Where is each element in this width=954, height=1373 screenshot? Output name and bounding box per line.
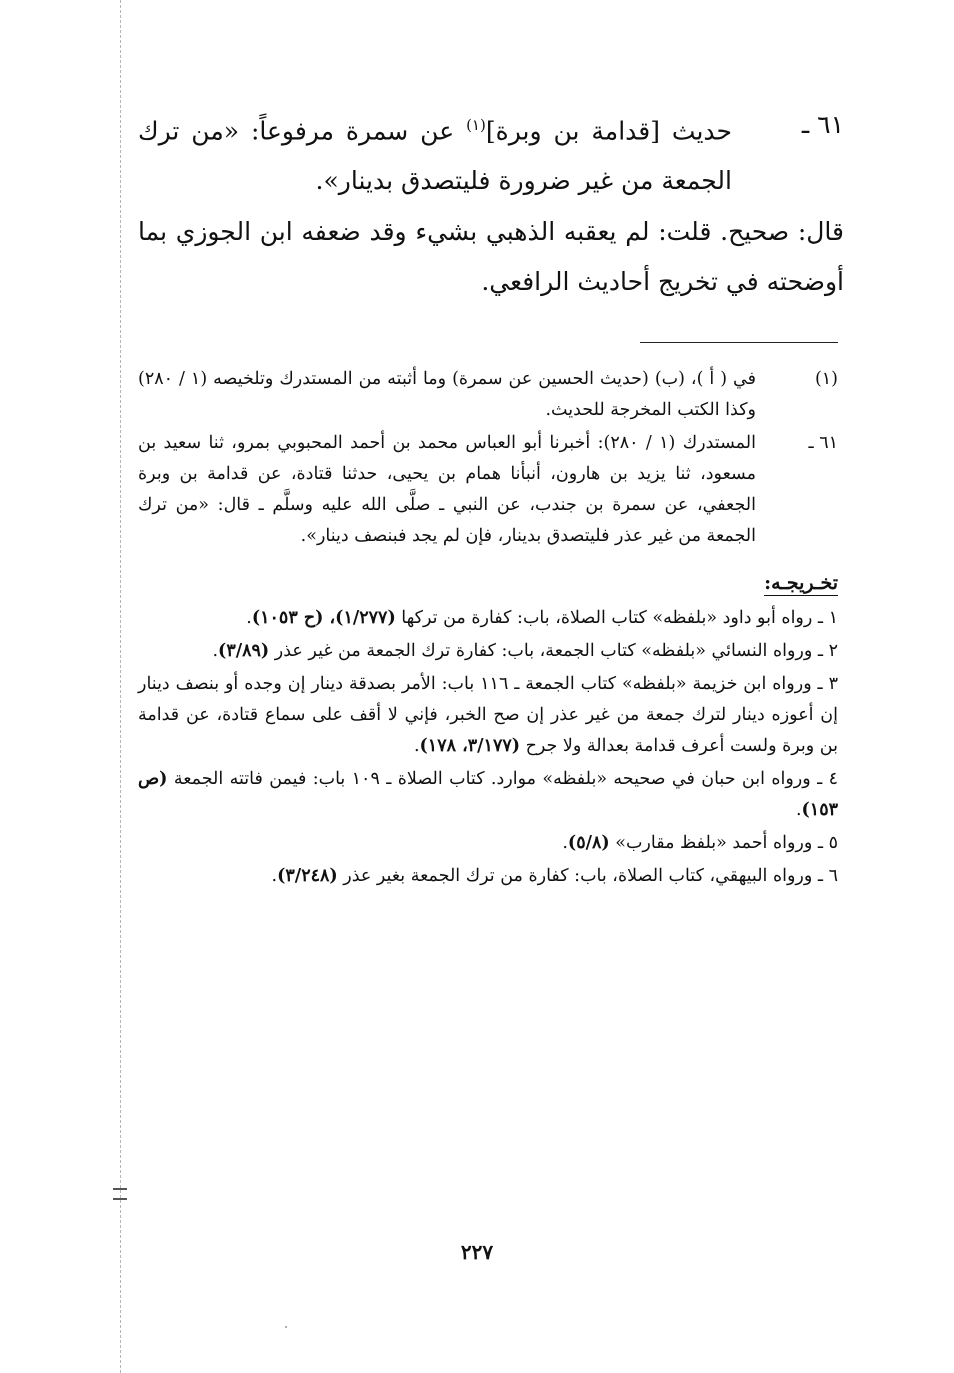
- hadith-text-before: حديث [قدامة بن وبرة]: [485, 116, 732, 146]
- footnote-reference: (١): [466, 116, 486, 134]
- takhrij-heading: تخـريجـه:: [764, 572, 838, 594]
- page-number: ٢٢٧: [460, 1240, 494, 1264]
- takhrij-item-text: ٥ ـ ورواه أحمد «بلفظ مقارب»: [609, 833, 838, 853]
- takhrij-item-tail: .: [271, 866, 278, 886]
- takhrij-item: [138, 828, 838, 859]
- takhrij-item: [138, 669, 838, 762]
- comment-text: قال: صحيح. قلت: لم يعقبه الذهبي بشيء وقد ضعفه ابن الجوزي بما أوضحته في تخريج أحاديث الرافعي.: [138, 217, 844, 296]
- footnote-separator: [640, 342, 838, 343]
- takhrij-item-text: ١ ـ رواه أبو داود «بلفظه» كتاب الصلاة، باب: كفارة من تركها: [395, 608, 838, 628]
- footnote-marker: ٦١ ـ: [808, 433, 838, 453]
- footnote-text: المستدرك (١ / ٢٨٠): أخبرنا أبو العباس محمد بن أحمد المحبوبي بمرو، ثنا سعيد بن مسعود، ثنا يزيد بن هارون، أنبأنا همام بن يحيى، حدثنا قتادة، عن قدامة بن وبرة الجعفي، عن سمرة بن جندب، عن النبي ـ صلَّى الله عليه وسلَّم ـ قال: «من ترك الجمعة من غير عذر فليتصدق بدينار، فإن لم يجد فبنصف دينار».: [138, 433, 756, 546]
- takhrij-item-ref: (٥/٨): [567, 833, 610, 853]
- page-gutter-line: [120, 0, 121, 1373]
- footnotes-section: [138, 364, 838, 894]
- takhrij-item: [138, 636, 838, 667]
- takhrij-item-ref: (٣/١٧٧، ١٧٨): [419, 736, 521, 756]
- takhrij-item-tail: .: [246, 608, 252, 628]
- takhrij-item-tail: .: [212, 641, 219, 661]
- footnote-item: [138, 364, 838, 426]
- comment-block: [138, 207, 844, 307]
- takhrij-item: [138, 764, 838, 826]
- takhrij-item: [138, 603, 838, 634]
- footnote-text: في ( أ )، (ب) (حديث الحسين عن سمرة) وما أثبته من المستدرك وتلخيصه (١ / ٢٨٠) وكذا الكتب المخرجة للحديث.: [138, 369, 756, 420]
- takhrij-item-ref: (ص ١٥٣): [138, 769, 838, 820]
- takhrij-item: [138, 861, 838, 892]
- takhrij-item-text: ٣ ـ ورواه ابن خزيمة «بلفظه» كتاب الجمعة ـ ١١٦ باب: الأمر بصدقة دينار إن وجده أو بنصف دينار إن أعوزه دينار لترك جمعة من غير عذر إن صح الخبر، فإني لا أقف على سماع قتادة، عن قدامة بن وبرة ولست أعرف قدامة بعدالة ولا جرح: [138, 674, 838, 756]
- takhrij-item-ref: (٣/٨٩): [218, 641, 270, 661]
- takhrij-item-tail: .: [413, 736, 420, 756]
- takhrij-item-tail: .: [562, 833, 568, 853]
- scan-speck: [285, 1326, 287, 1328]
- hadith-text: [138, 100, 732, 206]
- hadith-number: ٦١ ـ: [801, 110, 844, 139]
- hadith-block: [138, 100, 844, 206]
- takhrij-item-text: ٢ ـ ورواه النسائي «بلفظه» كتاب الجمعة، باب: كفارة ترك الجمعة من غير عذر: [269, 641, 838, 661]
- footnote-marker: (١): [814, 369, 838, 389]
- takhrij-item-ref: (٣/٢٤٨): [277, 866, 338, 886]
- takhrij-item-text: ٤ ـ ورواه ابن حبان في صحيحه «بلفظه» موارد. كتاب الصلاة ـ ١٠٩ باب: فيمن فاتته الجمعة: [167, 769, 838, 789]
- takhrij-item-tail: .: [795, 800, 802, 820]
- margin-mark: [113, 1188, 127, 1200]
- hadith-text-after: عن سمرة مرفوعاً: «من ترك الجمعة من غير ضرورة فليتصدق بدينار».: [138, 116, 732, 196]
- footnote-item: [138, 428, 838, 552]
- takhrij-item-text: ٦ ـ ورواه البيهقي، كتاب الصلاة، باب: كفارة من ترك الجمعة بغير عذر: [337, 866, 838, 886]
- takhrij-item-ref: (١/٢٧٧)، (ح ١٠٥٣): [251, 608, 396, 628]
